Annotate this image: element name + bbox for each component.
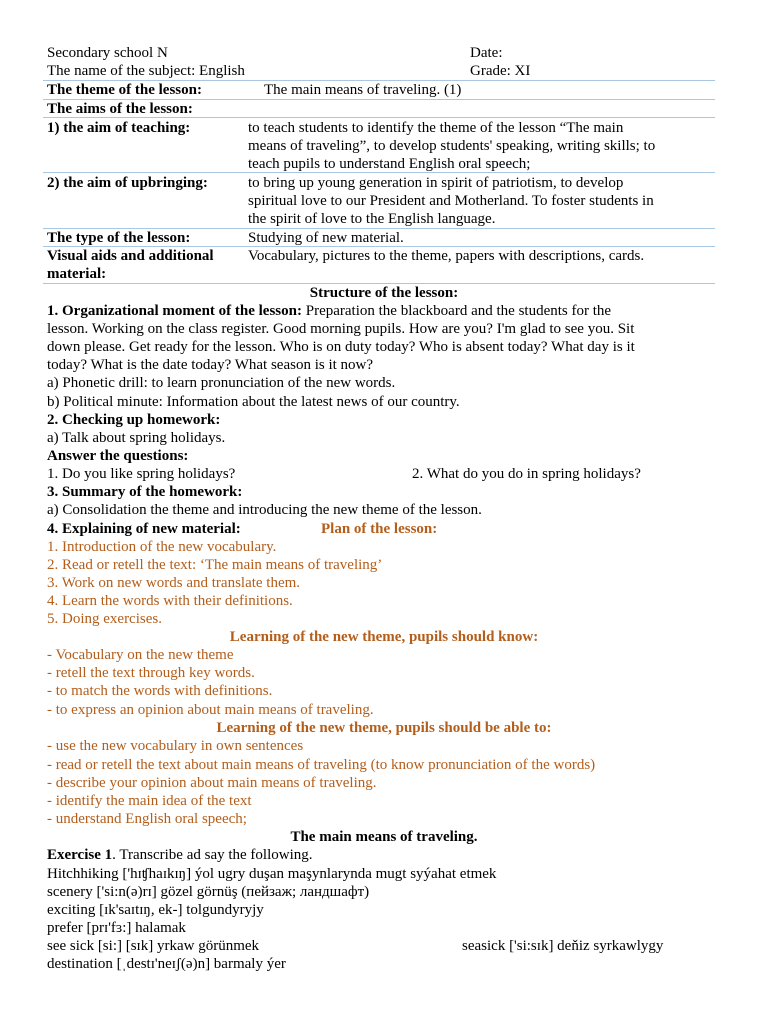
aims-label: The aims of the lesson: bbox=[47, 101, 193, 117]
vocab-item-seasick: seasick ['si:sɪk] deňiz syrkawlygy bbox=[462, 938, 664, 954]
aim-teaching-label: 1) the aim of teaching: bbox=[47, 120, 191, 136]
type-label: The type of the lesson: bbox=[47, 230, 191, 246]
type-value: Studying of new material. bbox=[248, 230, 404, 246]
org-line bbox=[47, 302, 611, 320]
phonetic-drill: a) Phonetic drill: to learn pronunciation of the new words. bbox=[47, 375, 396, 391]
plan-item: 3. Work on new words and translate them. bbox=[47, 575, 301, 591]
plan-heading: Plan of the lesson: bbox=[321, 521, 438, 537]
plan-item: 5. Doing exercises. bbox=[47, 611, 162, 627]
able-item: - understand English oral speech; bbox=[47, 811, 247, 827]
summary-text: a) Consolidation the theme and introducing the new theme of the lesson. bbox=[47, 502, 482, 518]
aim-teaching-line: to teach students to identify the theme of the lesson “The main bbox=[248, 120, 624, 136]
date-label: Date: bbox=[470, 45, 503, 61]
plan-item: 4. Learn the words with their definitions. bbox=[47, 593, 293, 609]
grade-label: Grade: XI bbox=[470, 63, 531, 79]
table-rule bbox=[43, 172, 715, 173]
homework-heading: 2. Checking up homework: bbox=[47, 412, 221, 428]
exercise-line bbox=[47, 846, 313, 864]
know-item: - Vocabulary on the new theme bbox=[47, 647, 234, 663]
plan-item: 1. Introduction of the new vocabulary. bbox=[47, 539, 277, 555]
vocab-item: see sick [si:] [sɪk] yrkaw görünmek bbox=[47, 938, 260, 954]
know-item: - retell the text through key words. bbox=[47, 665, 255, 681]
aim-upbringing-line: spiritual love to our President and Motherland. To foster students in bbox=[248, 193, 654, 209]
able-item: - identify the main idea of the text bbox=[47, 793, 252, 809]
visual-value: Vocabulary, pictures to the theme, papers with descriptions, cards. bbox=[248, 248, 645, 264]
question-2: 2. What do you do in spring holidays? bbox=[412, 466, 641, 482]
vocab-item: exciting [ɪk'saɪtɪŋ, ek-] tolgundyryjy bbox=[47, 902, 264, 918]
aim-teaching-line: teach pupils to understand English oral speech; bbox=[248, 156, 531, 172]
org-heading: 1. Organizational moment of the lesson: bbox=[47, 303, 302, 319]
know-item: - to match the words with definitions. bbox=[47, 683, 273, 699]
visual-label-cont: material: bbox=[47, 266, 107, 282]
questions-heading: Answer the questions: bbox=[47, 448, 189, 464]
vocab-item: prefer [prɪ'fɜ:] halamak bbox=[47, 920, 186, 936]
aim-teaching-line: means of traveling”, to develop students' speaking, writing skills; to bbox=[248, 138, 656, 154]
org-line: today? What is the date today? What season is it now? bbox=[47, 357, 374, 373]
vocab-item: Hitchhiking ['hɪʧhaɪkɪŋ] ýol ugry duşan maşynlarynda mugt syýahat etmek bbox=[47, 866, 497, 882]
school-name: Secondary school N bbox=[47, 45, 168, 61]
theme-label: The theme of the lesson: bbox=[47, 82, 202, 98]
able-item: - describe your opinion about main means of traveling. bbox=[47, 775, 377, 791]
able-item: - read or retell the text about main means of traveling (to know pronunciation of the words) bbox=[47, 757, 596, 773]
explaining-heading: 4. Explaining of new material: bbox=[47, 521, 241, 537]
able-item: - use the new vocabulary in own sentences bbox=[47, 738, 304, 754]
political-minute: b) Political minute: Information about the latest news of our country. bbox=[47, 394, 460, 410]
main-title: The main means of traveling. bbox=[290, 829, 478, 845]
aim-upbringing-line: the spirit of love to the English language. bbox=[248, 211, 496, 227]
org-text: Preparation the blackboard and the students for the bbox=[301, 303, 612, 319]
vocab-item: destination [ˌdestɪ'neɪʃ(ə)n] barmaly ýer bbox=[47, 956, 286, 972]
subject-name: The name of the subject: English bbox=[47, 63, 245, 79]
question-1: 1. Do you like spring holidays? bbox=[47, 466, 236, 482]
vocab-item: scenery ['si:n(ə)rɪ] gözel görnüş (пейзаж; ландшафт) bbox=[47, 884, 370, 900]
org-line: down please. Get ready for the lesson. Who is on duty today? Who is absent today? What day is it bbox=[47, 339, 635, 355]
aim-upbringing-label: 2) the aim of upbringing: bbox=[47, 175, 208, 191]
homework-talk: a) Talk about spring holidays. bbox=[47, 430, 226, 446]
table-rule bbox=[43, 117, 715, 118]
exercise-text: . Transcribe ad say the following. bbox=[112, 847, 313, 863]
visual-label: Visual aids and additional bbox=[47, 248, 214, 264]
org-line: lesson. Working on the class register. Good morning pupils. How are you? I'm glad to see you. Sit bbox=[47, 321, 635, 337]
exercise-label: Exercise 1 bbox=[47, 847, 113, 863]
aim-upbringing-line: to bring up young generation in spirit of patriotism, to develop bbox=[248, 175, 624, 191]
structure-title: Structure of the lesson: bbox=[309, 285, 459, 301]
know-item: - to express an opinion about main means of traveling. bbox=[47, 702, 374, 718]
know-heading: Learning of the new theme, pupils should know: bbox=[229, 629, 539, 645]
summary-heading: 3. Summary of the homework: bbox=[47, 484, 243, 500]
theme-value: The main means of traveling. (1) bbox=[264, 82, 462, 98]
able-heading: Learning of the new theme, pupils should be able to: bbox=[216, 720, 552, 736]
plan-item: 2. Read or retell the text: ‘The main means of traveling’ bbox=[47, 557, 383, 573]
